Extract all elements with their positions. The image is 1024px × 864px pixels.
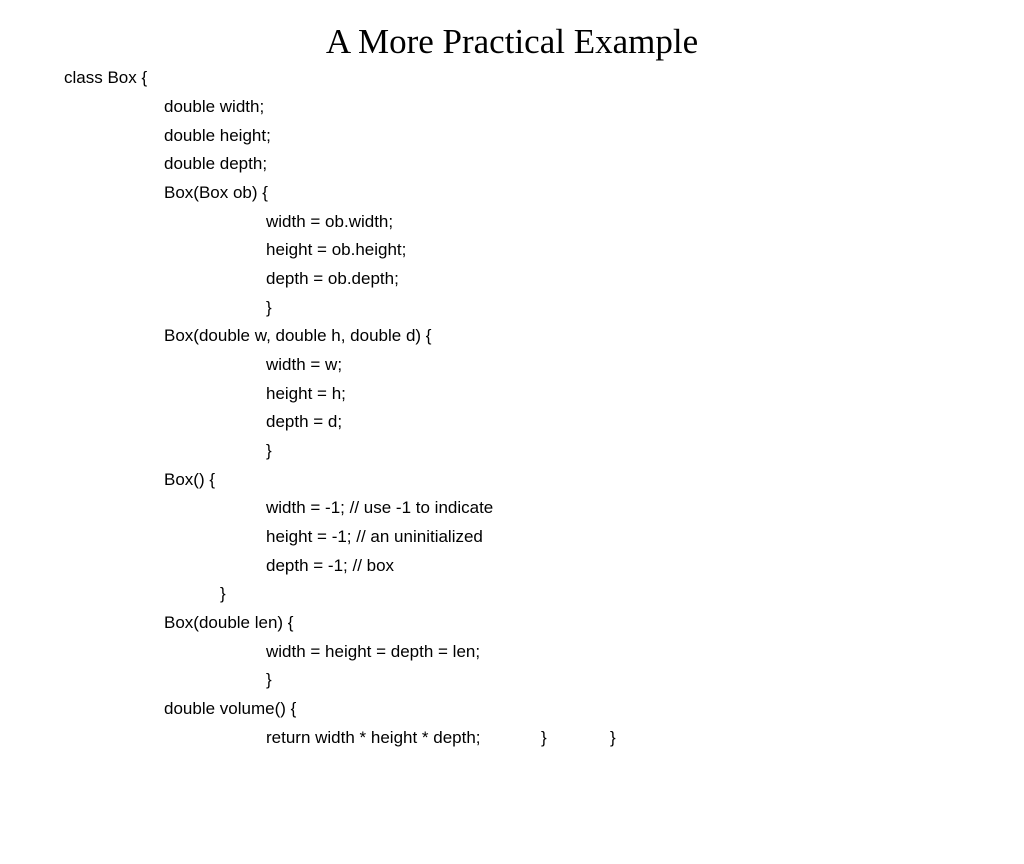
code-segment: } <box>541 728 547 747</box>
code-line: height = ob.height; <box>266 240 407 259</box>
code-line: } <box>266 298 272 317</box>
code-line: depth = ob.depth; <box>266 269 399 288</box>
code-line: double width; <box>164 97 265 116</box>
code-line: width = height = depth = len; <box>266 642 481 661</box>
code-line: double volume() { <box>164 699 297 718</box>
code-line: width = w; <box>266 355 343 374</box>
code-line: width = -1; // use -1 to indicate <box>266 498 494 517</box>
code-line: } <box>266 441 272 460</box>
code-line <box>0 724 1024 752</box>
code-line: Box(Box ob) { <box>164 183 268 202</box>
code-line: class Box { <box>64 68 148 87</box>
code-line: Box() { <box>164 470 216 489</box>
code-segment: return width * height * depth; <box>266 728 481 747</box>
slide-title: A More Practical Example <box>325 22 699 61</box>
code-line: height = -1; // an uninitialized <box>266 527 483 546</box>
code-line: depth = -1; // box <box>266 556 395 575</box>
code-line: height = h; <box>266 384 346 403</box>
code-line: } <box>220 584 226 603</box>
code-line: double depth; <box>164 154 268 173</box>
code-line: double height; <box>164 126 271 145</box>
code-line: Box(double len) { <box>164 613 294 632</box>
code-segment: } <box>610 728 616 747</box>
code-line: depth = d; <box>266 412 343 431</box>
code-line: width = ob.width; <box>266 212 394 231</box>
code-line: } <box>266 670 272 689</box>
code-line: Box(double w, double h, double d) { <box>164 326 432 345</box>
